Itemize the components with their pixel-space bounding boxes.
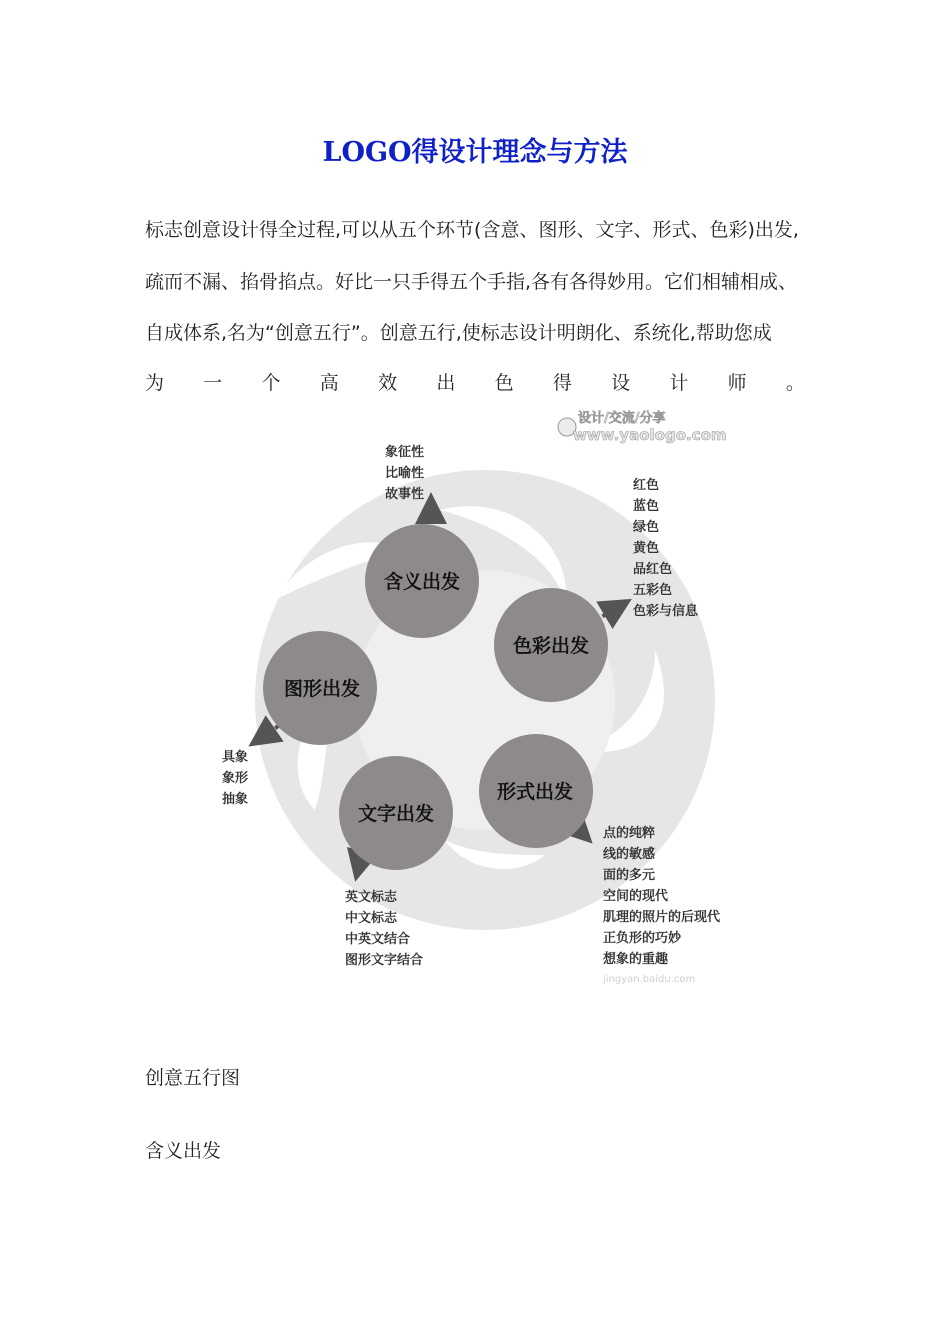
- list-item: 具象: [222, 750, 249, 765]
- list-item: 蓝色: [633, 499, 660, 514]
- list-item: 品红色: [633, 562, 673, 577]
- list-item: 中文标志: [345, 911, 398, 926]
- list-item: 中英文结合: [345, 932, 411, 947]
- paragraph-line-2: 疏而不漏、掐骨掐点。好比一只手得五个手指,各有各得妙用。它们相辅相成、: [145, 271, 798, 293]
- five-elements-diagram: [215, 400, 755, 1000]
- char: 高: [319, 372, 339, 394]
- char: 计: [669, 372, 689, 394]
- list-item: 线的敏感: [603, 847, 656, 862]
- char: 设: [611, 372, 631, 394]
- char: 色: [494, 372, 514, 394]
- list-item: 正负形的巧妙: [603, 931, 682, 946]
- paragraph-line-1: 标志创意设计得全过程,可以从五个环节(含意、图形、文字、形式、色彩)出发,: [145, 219, 799, 241]
- list-item: 点的纯粹: [603, 826, 656, 841]
- list-item: 面的多元: [603, 868, 656, 883]
- char: 一: [203, 372, 223, 394]
- list-item: 肌理的照片的后现代: [603, 910, 721, 925]
- char: 出: [436, 372, 456, 394]
- char: 得: [552, 372, 572, 394]
- list-item: 绿色: [633, 520, 660, 535]
- list-item: 红色: [633, 478, 660, 493]
- list-item: 抽象: [222, 792, 249, 807]
- char: 师: [727, 372, 747, 394]
- list-item: 故事性: [385, 487, 425, 502]
- char: 。: [785, 372, 805, 394]
- watermark-baidu: jingyan.baidu.com: [603, 974, 696, 985]
- page-title: LOGO得设计理念与方法: [322, 137, 628, 168]
- list-item: 象形: [222, 771, 249, 786]
- paragraph-line-4: [145, 368, 805, 395]
- caption-diagram: 创意五行图: [145, 1067, 241, 1089]
- char: 为: [145, 372, 165, 394]
- label-form: 形式出发: [496, 781, 574, 803]
- list-item: 想象的重趣: [603, 952, 669, 967]
- section-heading-meaning: 含义出发: [145, 1140, 222, 1162]
- char: 个: [261, 372, 281, 394]
- char: 效: [378, 372, 398, 394]
- list-item: 象征性: [385, 445, 425, 460]
- list-graphic: [222, 749, 249, 807]
- list-item: 色彩与信息: [633, 604, 699, 619]
- list-item: 黄色: [633, 541, 660, 556]
- list-item: 英文标志: [345, 890, 398, 905]
- label-text: 文字出发: [357, 803, 435, 825]
- watermark-yaologo: [558, 410, 727, 444]
- watermark-url-text: www.yaologo.com: [573, 426, 727, 444]
- list-item: 比喻性: [385, 466, 425, 481]
- list-item: 空间的现代: [603, 889, 669, 904]
- label-graphic: 图形出发: [283, 678, 361, 700]
- label-meaning: 含义出发: [383, 571, 461, 593]
- paragraph-line-3: 自成体系,名为“创意五行”。创意五行,使标志设计明朗化、系统化,帮助您成: [145, 322, 772, 344]
- list-item: 图形文字结合: [345, 953, 424, 968]
- label-color: 色彩出发: [512, 635, 590, 657]
- watermark-top-text: 设计/交流/分享: [578, 411, 666, 426]
- list-item: 五彩色: [633, 583, 673, 598]
- list-meaning: [385, 444, 424, 502]
